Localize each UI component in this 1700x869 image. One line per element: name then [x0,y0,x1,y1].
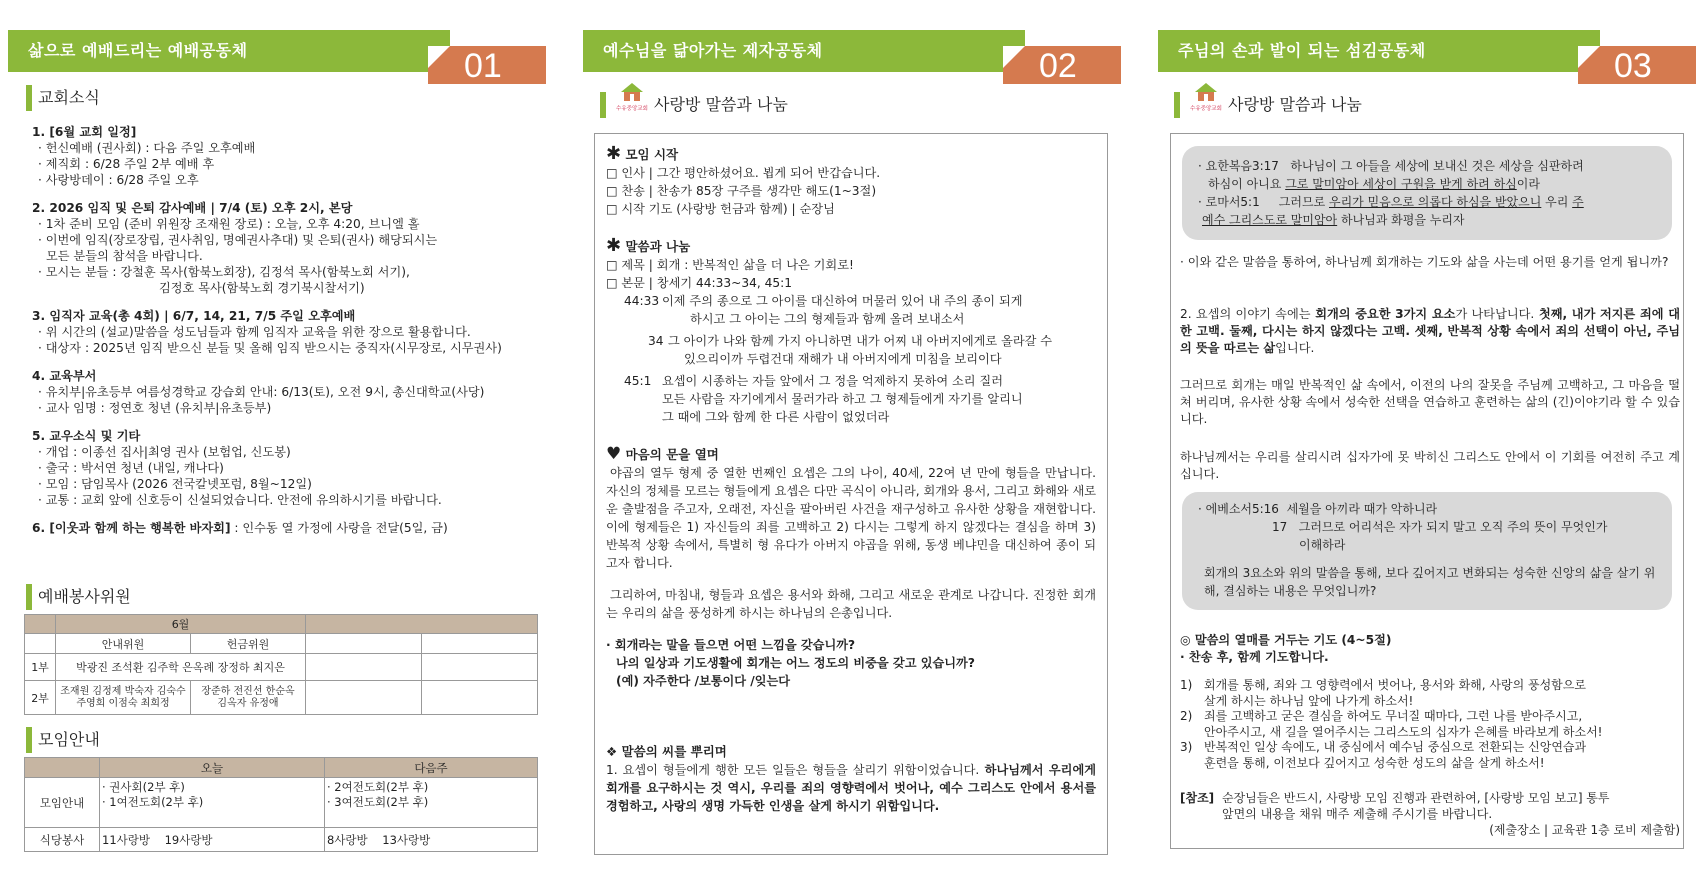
volunteer-col-offering: 헌금위원 [191,634,306,654]
news-item-line: · 유치부|유초등부 여름성경학교 강습회 안내: 6/13(토), 오전 9시, 총신대학교(사당) [38,385,485,399]
meeting-row1-today [100,778,325,828]
news-gap [32,508,552,520]
news-item-line: · 개업 : 이종선 집사|최영 권사 (보험업, 신도봉) [38,445,291,459]
meeting-col-next: 다음주 [325,758,538,778]
note-section [1180,790,1680,838]
volunteer-empty-head [306,615,538,634]
meeting-section-title: 모임안내 [26,727,100,753]
panel2-header [583,30,1123,85]
panel2-header-number: 02 [1003,46,1121,84]
prayer-line: 살게 하시는 하나님 앞에 나가게 하소서! [1204,693,1414,708]
scripture-text: 하나님이 그 아들을 세상에 보내신 것은 세상을 심판하려 [1290,159,1584,173]
p3-text: 가 나타납니다. [1455,307,1535,321]
volunteer-row2-offering [191,681,306,715]
news-section-title: 교회소식 [26,85,100,111]
p2-heart-heading [606,445,1096,464]
verse-text: 있으리이까 두렵건대 재해가 내 아버지에게 미침을 보리이다 [684,352,1002,366]
church-logo-text: 수유중앙교회 [616,106,648,112]
volunteer-row2-ushers [56,681,191,715]
news-gap [32,188,552,200]
scripture-text: 하심이 아니요 [1208,177,1282,191]
diamond-icon: ❖ [606,744,618,759]
meeting-row1-today-item: · 1여전도회(2부 후) [102,795,204,809]
p2-heart-paragraph: 그리하여, 마침내, 형들과 요셉은 용서와 화해, 그리고 새로운 관계로 나갑니다. 진정한 회개는 우리의 삶을 풍성하게 하시는 하나님의 은총입니다. [606,588,1096,620]
asterisk-icon: ✱ [606,235,622,256]
scripture-1 [1198,157,1658,229]
verse-ref: 34 [648,334,664,348]
note-label: [참조] [1180,791,1215,805]
meeting-row2-today: 11사랑방 19사랑방 [100,828,325,852]
p3-bold: 회개의 중요한 3가지 요소 [1310,307,1456,321]
news-item-line: · 대상자 : 2025년 임직 받으신 분들 및 올해 임직 받으시는 중직자(시무장로, 시무권사) [38,341,502,355]
prayer-item [1180,740,1680,771]
volunteer-row2-ushers-b: 주영희 이점숙 최희정 [76,697,170,709]
p2-start-line: □ 인사 | 그간 평안하셨어요. 뵙게 되어 반갑습니다. [606,166,881,180]
prayer-list [1180,678,1680,771]
panel3-header-number: 03 [1578,46,1696,84]
meeting-col-today: 오늘 [100,758,325,778]
news-gap [32,296,552,308]
meeting-row1-next [325,778,538,828]
news-item-line: · 1차 준비 모임 (준비 위원장 조재원 장로) : 오늘, 오후 4:20, 브니엘 홀 [38,217,420,231]
note-text: 앞면의 내용을 채워 매주 제출해 주시기를 바랍니다. [1222,807,1493,821]
news-item-heading: 6. [이웃과 함께 하는 행복한 바자회] [32,521,231,535]
scripture-ref: · 요한복음3:17 [1198,159,1279,173]
scripture-ref: · 에베소서5:16 [1198,502,1279,516]
p2-verses [606,292,1096,437]
p2-start-line: □ 시작 기도 (사랑방 헌금과 함께) | 순장님 [606,202,835,216]
news-item-line: · 모임 : 담임목사 (2026 전국칼넷포럼, 8월~12일) [38,477,312,491]
news-item-line: 김정호 목사(함북노회 경기북시찰서기) [159,281,365,295]
verse-ref: 44:33 [624,294,660,308]
verse-text: 그 때에 그와 함께 한 다른 사람이 없었더라 [662,410,890,424]
scripture-text: 세월을 아끼라 때가 악하니라 [1286,502,1438,516]
news-item-line: · 모시는 분들 : 강철훈 목사(함북노회장), 김정석 목사(함북노회 서기), [38,265,410,279]
verse-text: 이제 주의 종으로 그 아이를 대신하여 머물러 있어 내 주의 종이 되게 [662,294,1023,308]
prayer-subtitle: · 찬송 후, 함께 기도합니다. [1180,650,1329,664]
scripture-underlined: 주 [1572,195,1584,209]
news-gap [32,356,552,368]
panel1-header-number: 01 [428,46,546,84]
p3-bold: 첫째, 내가 저지른 죄에 대한 고백. 둘째, 다시는 하지 않겠다는 고백. 셋째, 반복적 상황 속에서 죄의 선택이 아닌, 주님의 뜻을 따르는 삶 [1180,307,1681,355]
p2-heart-title: 마음의 문을 열며 [625,447,719,462]
verse-text: 모든 사람을 자기에게서 물러가라 하고 그 형제들에게 자기를 알리니 [662,392,1023,406]
prayer-section [1180,632,1680,666]
panel1-header [8,30,548,85]
volunteer-row2-offering-a: 장준하 전진선 한순옥 [201,685,295,697]
panel1-header-title: 삶으로 예배드리는 예배공동체 [8,30,450,72]
scripture-underlined: 예수 그리스도로 말미암아 [1202,213,1338,227]
verse-text: 그 아이가 나와 함께 가지 아니하면 내가 어찌 내 아버지에게로 올라갈 수 [668,334,1053,348]
meeting-row1-next-item: · 3여전도회(2부 후) [327,795,429,809]
prayer-title: ◎ 말씀의 열매를 거두는 기도 (4~5절) [1180,633,1392,647]
p3-paragraph: 하나님께서는 우리를 살리시려 십자가에 못 박히신 그리스도 안에서 이 기회를 여전히 주고 계십니다. [1180,450,1680,481]
prayer-line: 안아주시고, 새 길을 열어주시는 그리스도의 십자가 은혜를 바라보게 하소서! [1204,724,1603,739]
meeting-row2-next: 8사랑방 13사랑방 [325,828,538,852]
news-item-heading: 4. 교육부서 [32,369,97,383]
p2-section-heart [606,445,1096,690]
scripture-text: 이해하라 [1299,538,1346,552]
volunteer-blank [306,634,422,654]
church-news [32,124,552,536]
p3-paragraph: 그러므로 회개는 매일 반복적인 삶 속에서, 이전의 나의 잘못을 주님께 고백하고, 그 마음을 떨쳐 버리며, 유사한 상황 속에서 성숙한 선택을 연습하고 훈련하는 삶의 (긴)이야기라 할 수 있습니다. [1180,378,1680,426]
prayer-text [1204,709,1680,740]
volunteer-blank [422,681,538,715]
verse-ref: 45:1 [624,374,652,388]
meeting-row1-next-item: · 2여전도회(2부 후) [327,780,429,794]
p2-seed-title: 말씀의 씨를 뿌리며 [621,744,727,759]
news-item-line: · 제직회 : 6/28 주일 2부 예배 후 [38,157,215,171]
volunteer-blank [306,654,422,681]
prayer-number: 2) [1180,709,1193,723]
p2-heart-paragraph: 야곱의 열두 형제 중 열한 번째인 요셉은 그의 나이, 40세, 22여 년 만에 형들을 만납니다. 자신의 정체를 모르는 형들에게 요셉은 다만 곡식이 아니라, 회개와 용서, 그리고 화해와 새로운 출발점을 주고자, 오래전, 자신을 팔아버린 사건을 재구성하고 유사한 상황을 재현합니다. 이에 형제들은 1) 자신들의 죄를 고백하고 2) 다시는 그렇게 하지 않겠다는 결심을 하며 3) 반복적 상황 속에서, 특별히 형 유다가 아버지 야곱을 위해, 동생 베냐민을 대신하여 종이 되고자 합니다. [606,466,1096,570]
prayer-number: 1) [1180,678,1193,692]
volunteer-col-usher: 안내위원 [56,634,191,654]
volunteer-blank [422,634,538,654]
p2-section-seed [606,743,1096,815]
scripture-ref: 17 [1272,520,1288,534]
p2-seed-plain: 1. 요셉이 형들에게 행한 모든 일들은 형들을 살리기 위함이었습니다. [606,763,980,777]
news-item-heading: 1. [6월 교회 일정] [32,125,137,139]
panel-worship [0,0,560,869]
p2-start-line: □ 찬송 | 찬송가 85장 구주를 생각만 해도(1~3절) [606,184,877,198]
panel2-header-title: 예수님을 닮아가는 제자공동체 [583,30,1025,72]
p2-question: · 회개라는 말을 들으면 어떤 느낌을 갖습니까? [606,638,856,652]
volunteer-blank [422,654,538,681]
p2-word-title: 말씀과 나눔 [625,239,691,254]
prayer-item [1180,678,1680,709]
p3-question-2: 회개의 3요소와 위의 말씀을 통해, 보다 깊어지고 변화되는 성숙한 신앙의 삶을 살기 위해, 결심하는 내용은 무엇입니까? [1204,566,1656,598]
volunteer-corner-cell [25,615,56,634]
scripture-text: 하나님과 화평을 누리자 [1337,213,1465,227]
p2-section-start [606,145,1096,218]
volunteer-row2-ushers-a: 조재원 김정제 박숙자 김숙수 [60,685,186,697]
p3-text: 2. 요셉의 이야기 속에는 [1180,307,1311,321]
panel2-title [600,92,788,118]
volunteer-row1-label: 1부 [25,654,56,681]
p3-text: 입니다. [1275,341,1315,355]
verse-text: 요셉이 시종하는 자들 앞에서 그 정을 억제하지 못하여 소리 질러 [662,374,1003,388]
scripture-ref: · 로마서5:1 [1198,195,1260,209]
prayer-item [1180,709,1680,740]
volunteer-blank [306,681,422,715]
scripture-2 [1198,500,1658,600]
meeting-row1-today-item: · 권사회(2부 후) [102,780,185,794]
news-item-line: · 교사 임명 : 정연호 청년 (유치부|유초등부) [38,401,272,415]
volunteer-row1-names: 박광진 조석환 김주학 은옥례 장정하 최지은 [56,654,306,681]
p2-word-line: □ 제목 | 회개 : 반복적인 삶을 더 나은 기회로! [606,258,854,272]
meeting-table [24,757,538,852]
scripture-underlined: 우리가 믿음으로 의롭다 하심을 받았으니 [1329,195,1542,209]
p2-seed-paragraph [606,761,1096,815]
news-gap [32,416,552,428]
volunteer-row2-offering-b: 김옥자 유정애 [217,697,279,709]
meeting-row1-label: 모임안내 [25,778,100,828]
news-item-line: · 헌신예배 (권사회) : 다음 주일 오후예배 [38,141,256,155]
news-item-line: · 이번에 임직(장로장립, 권사취임, 명예권사추대) 및 은퇴(권사) 해당되시는 [38,233,438,247]
meeting-corner-cell [25,758,100,778]
news-item-line: · 위 시간의 (설교)말씀을 성도님들과 함께 임직자 교육을 위한 장으로 활용합니다. [38,325,471,339]
prayer-line: 죄를 고백하고 굳은 결심을 하여도 무너질 때마다, 그런 나를 받아주시고, [1204,709,1583,723]
news-item-line: 모든 분들의 참석을 바랍니다. [46,249,203,263]
p2-question: 나의 일상과 기도생활에 회개는 어느 정도의 비중을 갖고 있습니까? [616,656,975,670]
prayer-number: 3) [1180,740,1193,754]
p2-seed-heading [606,743,1096,761]
prayer-line: 반복적인 일상 속에도, 내 중심에서 예수님 중심으로 전환되는 신앙연습과 [1204,740,1587,754]
volunteer-row2-label: 2부 [25,681,56,715]
panel3-header-title: 주님의 손과 발이 되는 섬김공동체 [1158,30,1600,72]
verse-text: 하시고 그 아이는 그의 형제들과 함께 올려 보내소서 [690,312,965,326]
p2-word-heading [606,237,1096,256]
news-item-line: · 출국 : 박서연 청년 (내일, 캐나다) [38,461,224,475]
note-row [1180,790,1680,806]
news-item-heading: 5. 교우소식 및 기타 [32,429,141,443]
prayer-text [1204,678,1680,709]
p3-paragraph-elements [1180,306,1680,357]
news-item-line: · 교통 : 교회 앞에 신호등이 신설되었습니다. 안전에 유의하시기를 바랍니다. [38,493,442,507]
p2-start-title: 모임 시작 [625,147,679,162]
scripture-text: 그러므로 [1278,195,1326,209]
prayer-line: 훈련을 통해, 이전보다 깊어지고 성숙한 성도의 삶을 살게 하소서! [1204,755,1545,770]
news-item-heading: 3. 임직자 교육(총 4회) | 6/7, 14, 21, 7/5 주일 오후예배 [32,309,356,323]
scripture-text: 이라 [1516,177,1540,191]
p3-question-1: · 이와 같은 말씀을 통하여, 하나님께 회개하는 기도와 삶을 사는데 어떤 용기를 얻게 됩니까? [1180,255,1669,269]
volunteer-month: 6월 [56,615,306,634]
news-item-heading: 2. 2026 임직 및 은퇴 감사예배 | 7/4 (토) 오후 2시, 본당 [32,201,353,215]
p2-section-word [606,237,1096,437]
news-item-text: : 인수동 열 가정에 사랑을 전달(5일, 금) [230,521,448,535]
panel2-title-text: 사랑방 말씀과 나눔 [654,95,788,114]
prayer-line: 회개를 통해, 죄와 그 영향력에서 벗어나, 용서와 화해, 사랑의 풍성함으로 [1204,678,1586,692]
scripture-text: 그러므로 어리석은 자가 되지 말고 오직 주의 뜻이 무엇인가 [1298,520,1608,534]
note-place: (제출장소 | 교육관 1층 로비 제출함) [1489,823,1680,837]
scripture-text: 우리 [1541,195,1569,209]
heart-icon: ♥ [606,444,622,464]
prayer-text [1204,740,1680,771]
panel3-title-text: 사랑방 말씀과 나눔 [1228,95,1362,114]
note-text: 순장님들은 반드시, 사랑방 모임 진행과 관련하여, [사랑방 모임 보고] 통투 [1222,791,1610,805]
meeting-row2-label: 식당봉사 [25,828,100,852]
p2-seed-bold: 하나님께서 우리에게 회개를 요구하시는 것 역시, 우리를 죄의 영향력에서 벗어나, 예수 그리스도 안에서 용서를 경험하고, 사랑의 생명 가득한 인생을 살게 하시기 위함입니다. [606,763,1096,813]
volunteer-section-title: 예배봉사위원 [26,584,131,610]
church-logo-text: 수유중앙교회 [1190,106,1222,112]
p2-word-line: □ 본문 | 창세기 44:33~34, 45:1 [606,276,792,290]
news-item-line: · 사랑방데이 : 6/28 주일 오후 [38,173,199,187]
scripture-underlined: 그로 말미암아 세상이 구원을 받게 하려 하심 [1285,177,1517,191]
p2-question-options: (예) 자주한다 /보통이다 /잊는다 [616,674,791,688]
panel3-title [1174,92,1362,118]
asterisk-icon: ✱ [606,143,622,164]
volunteer-table [24,614,538,715]
panel3-header [1158,30,1698,85]
volunteer-blank [25,634,56,654]
news-item-bazaar [32,520,552,536]
p2-start-heading [606,145,1096,164]
